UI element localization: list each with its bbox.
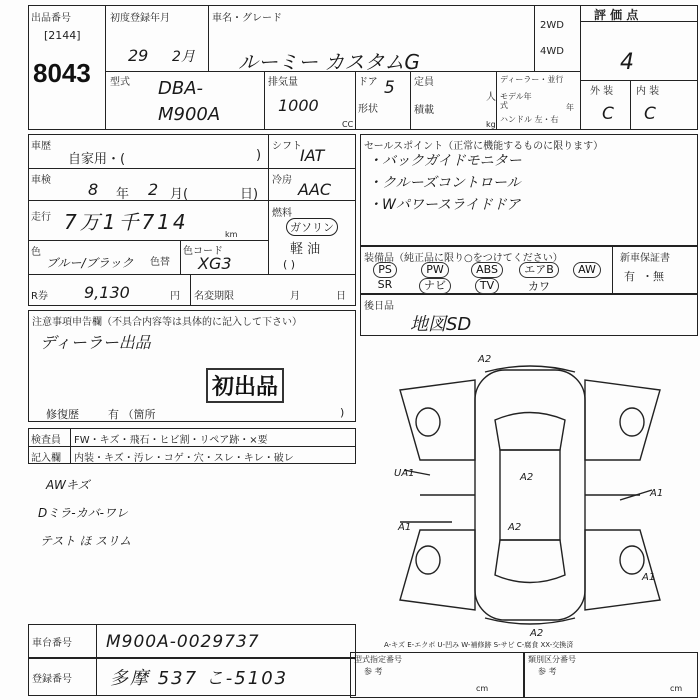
inspector-row1: FW・キズ・飛石・ヒビ割・リペア跡・×要: [74, 435, 268, 446]
color-change-label: 色替: [150, 257, 170, 268]
model-year-label: モデル年式: [500, 92, 532, 110]
load-unit: kg: [486, 120, 496, 129]
equip-sr: SR: [377, 278, 393, 291]
lot-sub: [2144]: [44, 29, 81, 42]
shift-value: IAT: [300, 146, 325, 165]
inspector-comment: AWキズ: [46, 478, 90, 492]
remarks-label: 記入欄: [31, 453, 61, 464]
model-spec-ref: 参 考: [364, 667, 383, 676]
car-damage-diagram: [380, 350, 680, 640]
sales-point-item: ・クルーズコントロール: [368, 175, 521, 191]
rear-window: [495, 540, 565, 583]
displacement-unit: CC: [342, 120, 354, 129]
model-spec-label: 型式指定番号: [354, 655, 402, 664]
recycle-value: 9,130: [84, 283, 130, 302]
damage-mark: A1: [650, 488, 664, 499]
equip-airbag: エアB: [516, 262, 562, 278]
color-code-label: 色コード: [183, 246, 223, 257]
class-spec-ref: 参 考: [538, 667, 557, 676]
ac-value: AAC: [298, 180, 332, 199]
model-value1: DBA-: [158, 78, 204, 99]
panel-rear-right: [585, 530, 660, 610]
first-reg-label: 初度登録年月: [110, 13, 170, 24]
model-spec-cm: cm: [476, 684, 489, 693]
displacement-label: 排気量: [268, 77, 298, 88]
fuel-diesel: 軽 油: [290, 242, 321, 257]
first-reg-month: 2月: [172, 49, 195, 65]
aftermarket-value: 地図SD: [410, 314, 472, 335]
equip-leather: カワ: [528, 280, 550, 293]
drive-2wd: 2WD: [540, 20, 564, 31]
inspection-month-unit: 月(: [170, 187, 189, 202]
damage-mark: A2: [508, 522, 522, 533]
inspection-day-unit: 日): [240, 187, 259, 202]
chassis-label: 車台番号: [32, 638, 72, 649]
wheel-rl: [416, 546, 440, 574]
plate-label: 登録番号: [32, 674, 72, 685]
interior-label: 内 装: [636, 86, 660, 97]
equip-aw: AW: [564, 262, 610, 278]
ac-label: 冷房: [272, 175, 292, 186]
displacement-value: 1000: [278, 96, 319, 115]
inspection-year: 8: [88, 180, 99, 199]
first-listing-stamp: 初出品: [206, 368, 284, 403]
capacity-unit: 人: [486, 92, 496, 103]
panel-front-left: [400, 380, 475, 460]
history-label: 車歴: [31, 141, 51, 152]
sales-point-item: ・Wパワースライドドア: [368, 197, 521, 213]
recycle-label: R券: [31, 291, 48, 302]
carname-value: ルーミー カスタムG: [238, 50, 420, 74]
load-label: 積載: [414, 105, 434, 116]
mileage-value: 7万1千714: [64, 210, 189, 234]
diagram-legend: A-キズ E-エクボ U-凹み W-補修跡 S-サビ C-腐食 XX-交換済: [384, 641, 574, 649]
wheel-fr: [620, 408, 644, 436]
notes-value: ディーラー出品: [40, 333, 151, 352]
fuel-gas: ガソリン: [286, 218, 338, 236]
fuel-label: 燃料: [272, 208, 292, 219]
inspector-comment: テスト ほ スリム: [40, 534, 132, 548]
meigi-month: 月: [290, 291, 300, 302]
sales-point-item: ・バックガイドモニター: [368, 153, 522, 169]
panel-rear-left: [400, 530, 475, 610]
windshield: [495, 413, 565, 451]
lot-number: 8043: [33, 58, 91, 88]
notes-title: 注意事項申告欄（不具合内容等は具体的に記入して下さい）: [32, 317, 302, 328]
inspector-label: 検査員: [31, 435, 61, 446]
inspector-row2: 内装・キズ・汚レ・コゲ・穴・スレ・キレ・破レ: [74, 453, 294, 464]
damage-mark: UA1: [394, 468, 415, 479]
equip-ps: PS: [362, 262, 408, 278]
damage-mark: A2: [478, 354, 492, 365]
wheel-fl: [416, 408, 440, 436]
repair-close: ): [340, 406, 345, 419]
equip-pw: PW: [412, 262, 458, 278]
history-close: ): [256, 148, 262, 163]
class-spec-cm: cm: [670, 684, 683, 693]
interior-value: C: [644, 104, 656, 124]
panel-front-right: [585, 380, 660, 460]
mileage-unit: km: [225, 230, 238, 239]
doors-label: ドア: [358, 77, 378, 88]
warranty-yes: 有: [624, 270, 635, 283]
damage-mark: A2: [530, 628, 544, 639]
damage-mark: A1: [398, 522, 412, 533]
lot-label: 出品番号: [31, 13, 71, 24]
history-value: 自家用・(: [68, 152, 126, 167]
equipment-title: 装備品（純正品に限り○をつけてください）: [364, 253, 563, 264]
plate-value: 多摩 537 こ-5103: [110, 668, 289, 689]
recycle-unit: 円: [170, 291, 180, 302]
capacity-label: 定員: [414, 77, 434, 88]
exterior-value: C: [602, 104, 614, 124]
repair-label: 修復歴: [46, 408, 79, 421]
inspection-label: 車検: [31, 175, 51, 186]
meigi-label: 名変期限: [194, 291, 234, 302]
shift-label: シフト: [272, 141, 302, 152]
inspection-month: 2: [148, 180, 159, 199]
dealer-label: ディーラー・並行: [500, 75, 564, 84]
warranty-no: ・無: [642, 270, 664, 283]
fuel-paren: ( ): [283, 258, 296, 271]
handle-label: ハンドル 左・右: [500, 115, 559, 124]
class-spec-label: 類別区分番号: [528, 655, 576, 664]
carname-label: 車名・グレード: [212, 13, 282, 24]
exterior-label: 外 装: [590, 86, 614, 97]
color-code-value: XG3: [198, 254, 232, 273]
chassis-value: M900A-0029737: [106, 632, 260, 652]
warranty-label: 新車保証書: [620, 253, 670, 264]
grade-label: 評 価 点: [594, 8, 639, 22]
shape-label: 形状: [358, 104, 378, 115]
color-value: ブルー/ブラック: [46, 256, 134, 270]
mileage-label: 走行: [31, 212, 51, 223]
year-unit: 年: [566, 103, 574, 112]
grade-value: 4: [620, 50, 634, 75]
model-label: 型式: [110, 77, 130, 88]
drive-4wd: 4WD: [540, 46, 564, 57]
equip-navi: ナビ: [412, 278, 458, 294]
model-value2: M900A: [158, 104, 221, 125]
equip-abs: ABS: [464, 262, 510, 278]
repair-value: 有 （箇所: [108, 408, 156, 421]
inspection-year-unit: 年: [116, 187, 130, 202]
equip-tv: TV: [464, 278, 510, 294]
wheel-rr: [620, 546, 644, 574]
damage-mark: A2: [520, 472, 534, 483]
color-label: 色: [31, 247, 41, 258]
first-reg-year: 29: [128, 46, 149, 65]
sales-points-title: セールスポイント（正常に機能するものに限ります）: [364, 141, 604, 152]
inspector-comment: Dミラ-カバ-ワレ: [38, 506, 128, 520]
meigi-day: 日: [336, 291, 346, 302]
damage-mark: A1: [642, 572, 656, 583]
doors-value: 5: [384, 78, 395, 98]
aftermarket-label: 後日品: [364, 301, 394, 312]
